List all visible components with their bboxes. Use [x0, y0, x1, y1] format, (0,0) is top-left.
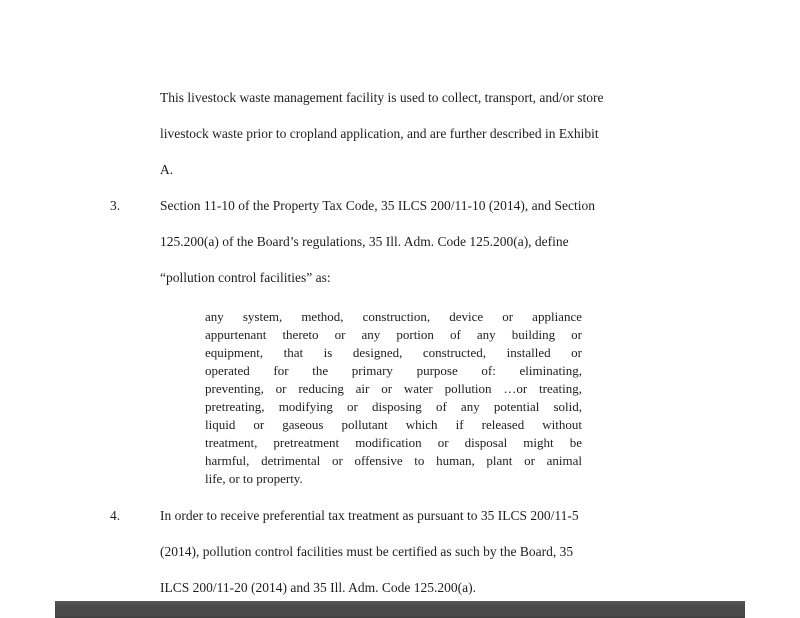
quote-line: equipment, that is designed, constructed, installed or: [205, 345, 582, 360]
text-line: Section 11-10 of the Property Tax Code, 35 ILCS 200/11-10 (2014), and Section: [160, 198, 595, 213]
text-line: This livestock waste management facility is used to collect, transport, and/or store: [160, 90, 604, 105]
quote-line: any system, method, construction, device or appliance: [205, 309, 582, 324]
paragraph-4: [110, 498, 685, 606]
text-line: A.: [160, 162, 174, 177]
page-content: [110, 80, 685, 606]
text-line: ILCS 200/11-20 (2014) and 35 Ill. Adm. Code 125.200(a).: [160, 580, 476, 595]
text-line: livestock waste prior to cropland application, and are further described in Exhibit: [160, 126, 599, 141]
text-line: In order to receive preferential tax treatment as pursuant to 35 ILCS 200/11-5: [160, 508, 579, 523]
quote-line: liquid or gaseous pollutant which if released without: [205, 417, 582, 432]
quote-line: treatment, pretreatment modification or disposal might be: [205, 435, 582, 450]
block-quote: [205, 308, 582, 488]
paragraph-number: 4.: [110, 508, 121, 523]
paragraph-2-continuation: [110, 80, 685, 188]
quote-line: appurtenant thereto or any portion of any building or: [205, 327, 582, 342]
text-line: “pollution control facilities” as:: [160, 270, 331, 285]
quote-line: operated for the primary purpose of: eliminating,: [205, 363, 582, 378]
paragraph-3: [110, 188, 685, 296]
quote-line: life, or to property.: [205, 471, 303, 486]
quote-line: harmful, detrimental or offensive to human, plant or animal: [205, 453, 582, 468]
page-edge-band: [55, 601, 745, 618]
paragraph-number: 3.: [110, 198, 121, 213]
quote-line: preventing, or reducing air or water pollution …or treating,: [205, 381, 582, 396]
quote-line: pretreating, modifying or disposing of any potential solid,: [205, 399, 582, 414]
text-line: 125.200(a) of the Board’s regulations, 35 Ill. Adm. Code 125.200(a), define: [160, 234, 569, 249]
text-line: (2014), pollution control facilities must be certified as such by the Board, 35: [160, 544, 574, 559]
